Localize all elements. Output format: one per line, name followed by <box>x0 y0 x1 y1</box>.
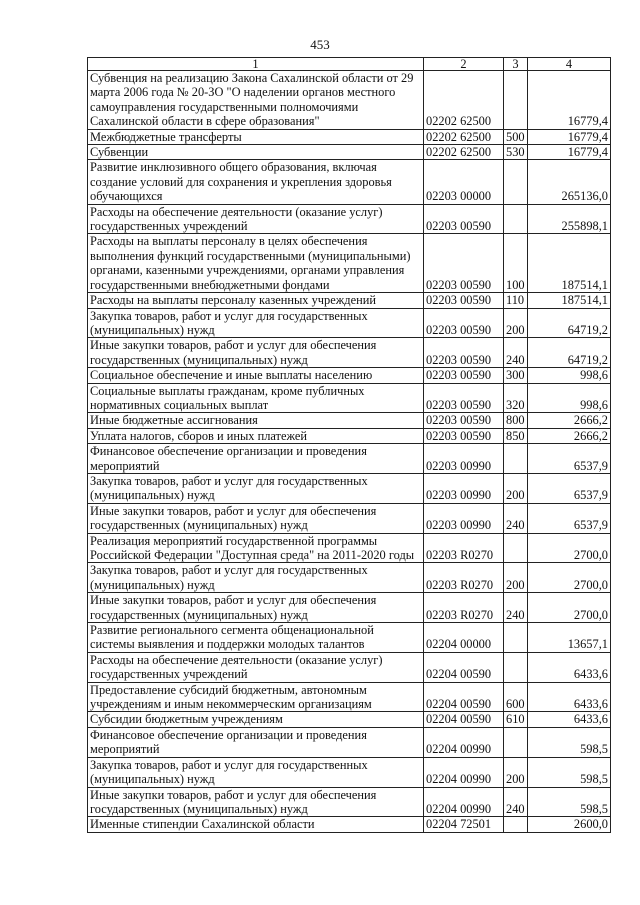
row-amount: 6433,6 <box>528 712 611 727</box>
table-row <box>88 593 611 623</box>
row-amount: 187514,1 <box>528 234 611 293</box>
row-code: 02202 62500 <box>424 129 504 144</box>
row-expense-type <box>504 71 528 130</box>
table-row <box>88 204 611 234</box>
row-amount: 16779,4 <box>528 145 611 160</box>
row-expense-type <box>504 160 528 204</box>
row-expense-type <box>504 623 528 653</box>
table-body <box>88 71 611 833</box>
row-expense-type: 800 <box>504 413 528 428</box>
row-code: 02203 R0270 <box>424 593 504 623</box>
table-row <box>88 682 611 712</box>
row-expense-type: 240 <box>504 593 528 623</box>
table-row <box>88 817 611 832</box>
row-amount: 2700,0 <box>528 593 611 623</box>
row-name: Субвенция на реализацию Закона Сахалинской области от 29 марта 2006 года № 20-ЗО "О наделении органов местного самоуправления государственными полномочиями Сахалинской области в сфере образования" <box>88 71 424 130</box>
row-name: Закупка товаров, работ и услуг для государственных (муниципальных) нужд <box>88 473 424 503</box>
row-code: 02203 00590 <box>424 368 504 383</box>
row-name: Закупка товаров, работ и услуг для государственных (муниципальных) нужд <box>88 563 424 593</box>
header-col-2: 2 <box>424 58 504 71</box>
table-row <box>88 234 611 293</box>
row-amount: 16779,4 <box>528 71 611 130</box>
row-name: Социальные выплаты гражданам, кроме публичных нормативных социальных выплат <box>88 383 424 413</box>
table-row <box>88 145 611 160</box>
header-col-4: 4 <box>528 58 611 71</box>
row-code: 02203 00590 <box>424 338 504 368</box>
row-expense-type <box>504 204 528 234</box>
row-expense-type: 320 <box>504 383 528 413</box>
row-name: Иные закупки товаров, работ и услуг для обеспечения государственных (муниципальных) нужд <box>88 593 424 623</box>
row-expense-type: 500 <box>504 129 528 144</box>
row-amount: 187514,1 <box>528 293 611 308</box>
row-name: Иные бюджетные ассигнования <box>88 413 424 428</box>
row-name: Иные закупки товаров, работ и услуг для обеспечения государственных (муниципальных) нужд <box>88 787 424 817</box>
row-amount: 2700,0 <box>528 533 611 563</box>
row-amount: 2600,0 <box>528 817 611 832</box>
row-expense-type <box>504 652 528 682</box>
table-row <box>88 563 611 593</box>
row-amount: 598,5 <box>528 727 611 757</box>
row-name: Расходы на обеспечение деятельности (оказание услуг) государственных учреждений <box>88 204 424 234</box>
row-code: 02203 00000 <box>424 160 504 204</box>
row-name: Расходы на выплаты персоналу казенных учреждений <box>88 293 424 308</box>
row-name: Финансовое обеспечение организации и проведения мероприятий <box>88 727 424 757</box>
row-expense-type <box>504 444 528 474</box>
row-name: Субвенции <box>88 145 424 160</box>
row-amount: 6433,6 <box>528 652 611 682</box>
table-row <box>88 444 611 474</box>
row-amount: 998,6 <box>528 368 611 383</box>
table-row <box>88 413 611 428</box>
row-amount: 998,6 <box>528 383 611 413</box>
table-row <box>88 712 611 727</box>
row-expense-type: 200 <box>504 308 528 338</box>
row-expense-type: 110 <box>504 293 528 308</box>
row-expense-type: 850 <box>504 428 528 443</box>
table-row <box>88 533 611 563</box>
row-code: 02204 00590 <box>424 712 504 727</box>
row-name: Реализация мероприятий государственной программы Российской Федерации "Доступная среда" на 2011-2020 годы <box>88 533 424 563</box>
row-expense-type: 600 <box>504 682 528 712</box>
row-name: Социальное обеспечение и иные выплаты населению <box>88 368 424 383</box>
row-expense-type: 200 <box>504 563 528 593</box>
row-code: 02203 00990 <box>424 503 504 533</box>
row-amount: 6537,9 <box>528 444 611 474</box>
row-name: Иные закупки товаров, работ и услуг для обеспечения государственных (муниципальных) нужд <box>88 338 424 368</box>
row-expense-type: 300 <box>504 368 528 383</box>
row-code: 02203 00590 <box>424 383 504 413</box>
row-amount: 2700,0 <box>528 563 611 593</box>
header-col-3: 3 <box>504 58 528 71</box>
table-row <box>88 503 611 533</box>
row-amount: 2666,2 <box>528 428 611 443</box>
table-row <box>88 473 611 503</box>
row-code: 02204 00990 <box>424 727 504 757</box>
table-row <box>88 71 611 130</box>
row-code: 02204 00590 <box>424 652 504 682</box>
row-amount: 16779,4 <box>528 129 611 144</box>
row-expense-type: 240 <box>504 338 528 368</box>
row-code: 02202 62500 <box>424 145 504 160</box>
row-amount: 6537,9 <box>528 473 611 503</box>
table-row <box>88 787 611 817</box>
row-expense-type: 200 <box>504 473 528 503</box>
row-name: Расходы на выплаты персоналу в целях обеспечения выполнения функций государственными (муниципальными) органами, казенными учреждениями, органами управления государственными внебюджетными фондами <box>88 234 424 293</box>
row-code: 02203 00590 <box>424 413 504 428</box>
table-row <box>88 383 611 413</box>
row-code: 02204 00000 <box>424 623 504 653</box>
header-col-1: 1 <box>88 58 424 71</box>
row-expense-type: 240 <box>504 787 528 817</box>
table-row <box>88 428 611 443</box>
row-amount: 255898,1 <box>528 204 611 234</box>
row-name: Межбюджетные трансферты <box>88 129 424 144</box>
row-name: Закупка товаров, работ и услуг для государственных (муниципальных) нужд <box>88 757 424 787</box>
row-code: 02203 00590 <box>424 204 504 234</box>
row-expense-type <box>504 817 528 832</box>
row-expense-type: 530 <box>504 145 528 160</box>
row-amount: 64719,2 <box>528 308 611 338</box>
row-amount: 64719,2 <box>528 338 611 368</box>
table-row <box>88 727 611 757</box>
row-name: Расходы на обеспечение деятельности (оказание услуг) государственных учреждений <box>88 652 424 682</box>
row-expense-type <box>504 533 528 563</box>
table-row <box>88 368 611 383</box>
row-expense-type <box>504 727 528 757</box>
table-row <box>88 338 611 368</box>
table-row <box>88 308 611 338</box>
row-code: 02203 00590 <box>424 428 504 443</box>
header-row <box>88 58 611 71</box>
table-row <box>88 757 611 787</box>
table-row <box>88 293 611 308</box>
row-amount: 2666,2 <box>528 413 611 428</box>
row-expense-type: 610 <box>504 712 528 727</box>
row-name: Иные закупки товаров, работ и услуг для обеспечения государственных (муниципальных) нужд <box>88 503 424 533</box>
row-expense-type: 100 <box>504 234 528 293</box>
row-amount: 598,5 <box>528 757 611 787</box>
budget-table <box>87 57 611 833</box>
table-row <box>88 160 611 204</box>
row-expense-type: 240 <box>504 503 528 533</box>
row-code: 02203 00590 <box>424 234 504 293</box>
row-code: 02203 R0270 <box>424 563 504 593</box>
row-code: 02204 00590 <box>424 682 504 712</box>
row-name: Предоставление субсидий бюджетным, автономным учреждениям и иным некоммерческим организациям <box>88 682 424 712</box>
row-name: Финансовое обеспечение организации и проведения мероприятий <box>88 444 424 474</box>
row-code: 02203 R0270 <box>424 533 504 563</box>
row-name: Именные стипендии Сахалинской области <box>88 817 424 832</box>
row-code: 02203 00990 <box>424 473 504 503</box>
row-name: Развитие инклюзивного общего образования, включая создание условий для сохранения и укрепления здоровья обучающихся <box>88 160 424 204</box>
row-code: 02203 00590 <box>424 293 504 308</box>
row-amount: 265136,0 <box>528 160 611 204</box>
row-code: 02204 00990 <box>424 757 504 787</box>
row-amount: 598,5 <box>528 787 611 817</box>
row-code: 02202 62500 <box>424 71 504 130</box>
row-name: Уплата налогов, сборов и иных платежей <box>88 428 424 443</box>
row-name: Субсидии бюджетным учреждениям <box>88 712 424 727</box>
row-amount: 6537,9 <box>528 503 611 533</box>
row-code: 02204 72501 <box>424 817 504 832</box>
table-row <box>88 623 611 653</box>
row-expense-type: 200 <box>504 757 528 787</box>
table-row <box>88 129 611 144</box>
row-code: 02203 00590 <box>424 308 504 338</box>
row-name: Закупка товаров, работ и услуг для государственных (муниципальных) нужд <box>88 308 424 338</box>
row-amount: 13657,1 <box>528 623 611 653</box>
row-code: 02204 00990 <box>424 787 504 817</box>
row-code: 02203 00990 <box>424 444 504 474</box>
row-amount: 6433,6 <box>528 682 611 712</box>
page-number: 453 <box>310 37 330 52</box>
table-row <box>88 652 611 682</box>
row-name: Развитие регионального сегмента общенациональной системы выявления и поддержки молодых талантов <box>88 623 424 653</box>
